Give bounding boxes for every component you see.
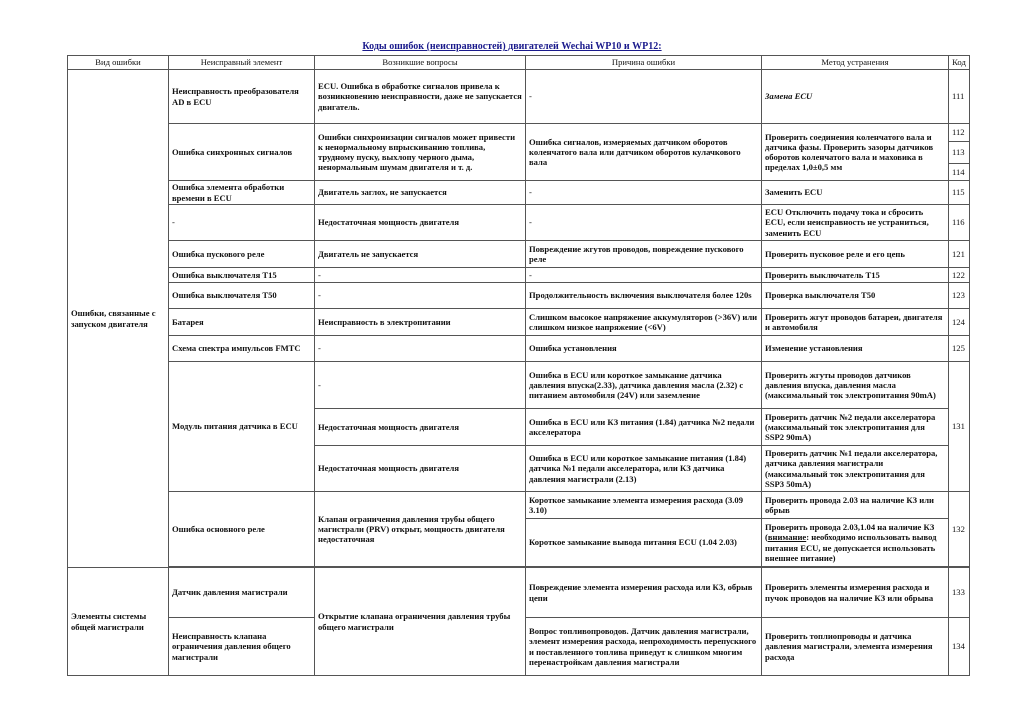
issues-cell: ECU. Ошибка в обработке сигналов привела к возникновению неисправности, даже не запускается двигатель. — [315, 70, 526, 124]
document-title: Коды ошибок (неисправностей) двигателей Wechai WP10 и WP12: — [362, 41, 662, 52]
header-method: Метод устранения — [762, 56, 949, 70]
element-cell: Ошибка синхронных сигналов — [169, 124, 315, 181]
issues-cell: Недостаточная мощность двигателя — [315, 205, 526, 241]
cause-cell: - — [526, 70, 762, 124]
method-cell: Проверить выключатель T15 — [762, 268, 949, 283]
cause-cell: Короткое замыкание элемента измерения расхода (3.09 3.10) — [526, 492, 762, 519]
code-cell: 123 — [949, 283, 970, 309]
element-cell: Ошибка выключателя T50 — [169, 283, 315, 309]
element-cell: Датчик давления магистрали — [169, 568, 315, 618]
table-row — [68, 568, 970, 618]
method-cell: ECU Отключить подачу тока и сбросить ECU, если неисправность не устраниться, заменить ECU — [762, 205, 949, 241]
table-row — [68, 492, 970, 519]
header-code: Код — [949, 56, 970, 70]
method-cell: Проверить элементы измерения расхода и пучок проводов на наличие КЗ или обрыва — [762, 568, 949, 618]
table-row — [68, 268, 970, 283]
table-row — [68, 205, 970, 241]
cause-cell: - — [526, 181, 762, 205]
method-cell: Проверить жгуты проводов датчиков давления впуска, давления масла (максимальный ток электропитания 90mA) — [762, 362, 949, 409]
method-cell: Изменение установления — [762, 336, 949, 362]
element-cell: Неисправность преобразователя AD в ECU — [169, 70, 315, 124]
method-cell: Проверить датчик №2 педали акселератора (максимальный ток электропитания для SSP2 90mA) — [762, 409, 949, 446]
method-cell: Проверить соединения коленчатого вала и датчика фазы. Проверить зазоры датчиков оборотов коленчатого вала и маховика в пределах 1,0±0,5 мм — [762, 124, 949, 181]
cause-cell: Повреждение жгутов проводов, повреждение пускового реле — [526, 241, 762, 268]
code-cell: 131 — [949, 362, 970, 492]
issues-cell: Неисправность в электропитании — [315, 309, 526, 336]
error-codes-table — [67, 55, 970, 676]
table-row — [68, 241, 970, 268]
cause-cell: Короткое замыкание вывода питания ECU (1.04 2.03) — [526, 519, 762, 567]
code-cell: 112 — [949, 124, 970, 142]
table-row — [68, 70, 970, 124]
code-cell: 113 — [949, 142, 970, 164]
table-row — [68, 309, 970, 336]
issues-cell: Открытие клапана ограничения давления трубы общего магистрали — [315, 568, 526, 676]
cause-cell: Ошибка в ECU или короткое замыкание питания (1.84) датчика №1 педали акселератора, или КЗ датчика давления магистрали (2.13) — [526, 446, 762, 492]
code-cell: 116 — [949, 205, 970, 241]
issues-cell: Двигатель заглох, не запускается — [315, 181, 526, 205]
element-cell: Ошибка пускового реле — [169, 241, 315, 268]
issues-cell: Недостаточная мощность двигателя — [315, 446, 526, 492]
header-error-type: Вид ошибки — [68, 56, 169, 70]
element-cell: Схема спектра импульсов FMTC — [169, 336, 315, 362]
issues-cell: - — [315, 336, 526, 362]
code-cell: 133 — [949, 568, 970, 618]
cause-cell: Ошибка сигналов, измеряемых датчиком оборотов коленчатого вала или датчиком оборотов кулачкового вала — [526, 124, 762, 181]
cause-cell: Вопрос топливопроводов. Датчик давления магистрали, элемент измерения расхода, непроходимость перепускного и поставленного топлива приведут к слишком многим перенастройкам давления магистрали — [526, 618, 762, 676]
code-cell: 111 — [949, 70, 970, 124]
method-cell: Проверить провода 2.03 на наличие КЗ или обрыв — [762, 492, 949, 519]
cause-cell: - — [526, 268, 762, 283]
method-text: Проверить провода 2.03,1.04 на наличие КЗ ( — [765, 522, 935, 543]
issues-cell: Недостаточная мощность двигателя — [315, 409, 526, 446]
header-cause: Причина ошибки — [526, 56, 762, 70]
table-header-row — [68, 56, 970, 70]
element-cell: Модуль питания датчика в ECU — [169, 362, 315, 492]
code-cell: 124 — [949, 309, 970, 336]
method-cell: Проверить датчик №1 педали акселератора, датчика давления магистрали (максимальный ток электропитания для SSP3 50mA) — [762, 446, 949, 492]
code-cell: 121 — [949, 241, 970, 268]
method-cell: Замена ECU — [762, 70, 949, 124]
cause-cell: Слишком высокое напряжение аккумуляторов (>36V) или слишком низкое напряжение (<6V) — [526, 309, 762, 336]
method-cell: Проверить топлиопроводы и датчика давления магистрали, элемента измерения расхода — [762, 618, 949, 676]
code-cell: 125 — [949, 336, 970, 362]
method-cell: Заменить ECU — [762, 181, 949, 205]
code-cell: 134 — [949, 618, 970, 676]
issues-cell: - — [315, 362, 526, 409]
table-row — [68, 362, 970, 409]
cause-cell: - — [526, 205, 762, 241]
issues-cell: Двигатель не запускается — [315, 241, 526, 268]
cause-cell: Ошибка установления — [526, 336, 762, 362]
element-cell: Ошибка элемента обработки времени в ECU — [169, 181, 315, 205]
method-cell — [762, 519, 949, 567]
issues-cell: - — [315, 268, 526, 283]
error-type-cell: Ошибки, связанные с запуском двигателя — [68, 70, 169, 568]
issues-cell: Ошибки синхронизации сигналов может привести к ненормальному впрыскиванию топлива, трудному пуску, выхлопу черного дыма, ненормальным шумам двигателя и т. д. — [315, 124, 526, 181]
table-row — [68, 336, 970, 362]
code-cell: 122 — [949, 268, 970, 283]
cause-cell: Ошибка в ECU или короткое замыкание датчика давления впуска(2.33), датчика давления масла (2.32) с питанием автомобиля (24V) или заземление — [526, 362, 762, 409]
element-cell: Батарея — [169, 309, 315, 336]
method-text: : необходимо использовать вывод питания ECU, не допускается использовать внешнее питание) — [765, 532, 937, 563]
code-cell: 132 — [949, 492, 970, 567]
element-cell: - — [169, 205, 315, 241]
cause-cell: Повреждение элемента измерения расхода или КЗ, обрыв цепи — [526, 568, 762, 618]
method-cell: Проверить пусковое реле и его цепь — [762, 241, 949, 268]
method-cell: Проверить жгут проводов батареи, двигателя и автомобиля — [762, 309, 949, 336]
header-issues: Возникшие вопросы — [315, 56, 526, 70]
table-row — [68, 124, 970, 142]
element-cell: Ошибка основного реле — [169, 492, 315, 567]
header-element: Неисправный элемент — [169, 56, 315, 70]
issues-cell: - — [315, 283, 526, 309]
issues-cell: Клапан ограничения давления трубы общего магистрали (PRV) открыт, мощность двигателя недостаточная — [315, 492, 526, 567]
error-type-cell: Элементы системы общей магистрали — [68, 568, 169, 676]
table-row — [68, 283, 970, 309]
cause-cell: Продолжительность включения выключателя более 120s — [526, 283, 762, 309]
method-cell: Проверка выключателя T50 — [762, 283, 949, 309]
table-row — [68, 181, 970, 205]
element-cell: Неисправность клапана ограничения давления общего магистрали — [169, 618, 315, 676]
code-cell: 115 — [949, 181, 970, 205]
element-cell: Ошибка выключателя T15 — [169, 268, 315, 283]
method-warning: внимание — [767, 532, 807, 543]
cause-cell: Ошибка в ECU или КЗ питания (1.84) датчика №2 педали акселератора — [526, 409, 762, 446]
code-cell: 114 — [949, 164, 970, 181]
